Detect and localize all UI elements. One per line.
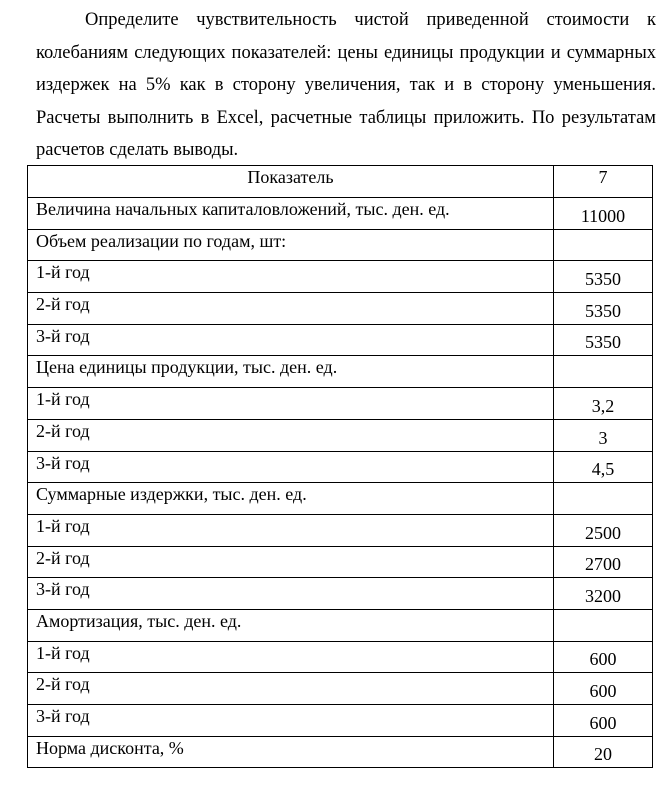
header-value: 7: [554, 166, 653, 198]
table-row: [28, 293, 653, 325]
row-value: 20: [554, 736, 653, 768]
parameters-table: [27, 165, 653, 768]
table-row: [28, 736, 653, 768]
table-row: [28, 451, 653, 483]
row-label: 1-й год: [28, 514, 554, 546]
table-row: [28, 229, 653, 261]
row-label: 1-й год: [28, 261, 554, 293]
row-label: 2-й год: [28, 546, 554, 578]
row-label: Амортизация, тыс. ден. ед.: [28, 609, 554, 641]
row-label: 3-й год: [28, 324, 554, 356]
row-label: Объем реализации по годам, шт:: [28, 229, 554, 261]
table-row: [28, 356, 653, 388]
row-label: Цена единицы продукции, тыс. ден. ед.: [28, 356, 554, 388]
table-row: [28, 261, 653, 293]
row-value: 4,5: [554, 451, 653, 483]
row-value: 3: [554, 419, 653, 451]
row-value: 5350: [554, 324, 653, 356]
header-label: Показатель: [28, 166, 554, 198]
row-value: 3,2: [554, 388, 653, 420]
row-value: [554, 229, 653, 261]
row-label: 1-й год: [28, 388, 554, 420]
row-label: 1-й год: [28, 641, 554, 673]
row-value: 600: [554, 641, 653, 673]
row-value: 600: [554, 673, 653, 705]
table-row: [28, 641, 653, 673]
row-value: 5350: [554, 293, 653, 325]
table-row: [28, 673, 653, 705]
row-label: Норма дисконта, %: [28, 736, 554, 768]
row-label: 3-й год: [28, 705, 554, 737]
table-row: [28, 578, 653, 610]
row-label: 3-й год: [28, 451, 554, 483]
row-value: 3200: [554, 578, 653, 610]
table-row: [28, 324, 653, 356]
table-row: [28, 546, 653, 578]
row-label: 2-й год: [28, 673, 554, 705]
row-value: 600: [554, 705, 653, 737]
row-label: 3-й год: [28, 578, 554, 610]
table-row: [28, 388, 653, 420]
row-value: 11000: [554, 198, 653, 230]
table-row: [28, 705, 653, 737]
row-label: 2-й год: [28, 293, 554, 325]
row-label: 2-й год: [28, 419, 554, 451]
row-value: 5350: [554, 261, 653, 293]
table-row: [28, 483, 653, 515]
row-label: Суммарные издержки, тыс. ден. ед.: [28, 483, 554, 515]
row-value: [554, 356, 653, 388]
table-row: [28, 419, 653, 451]
row-value: [554, 483, 653, 515]
row-value: [554, 609, 653, 641]
row-label: Величина начальных капиталовложений, тыс. ден. ед.: [28, 198, 554, 230]
row-value: 2700: [554, 546, 653, 578]
table-row: [28, 198, 653, 230]
table-header-row: [28, 166, 653, 198]
row-value: 2500: [554, 514, 653, 546]
task-paragraph: Определите чувствительность чистой приведенной стоимости к колебаниям следующих показателей: цены единицы продукции и суммарных издержек на 5% как в сторону увеличения, так и в сторону уменьшения. Расчеты выполнить в Excel, расчетные таблицы приложить. По результатам расчетов сделать выводы.: [36, 10, 656, 160]
table-row: [28, 514, 653, 546]
table-row: [28, 609, 653, 641]
